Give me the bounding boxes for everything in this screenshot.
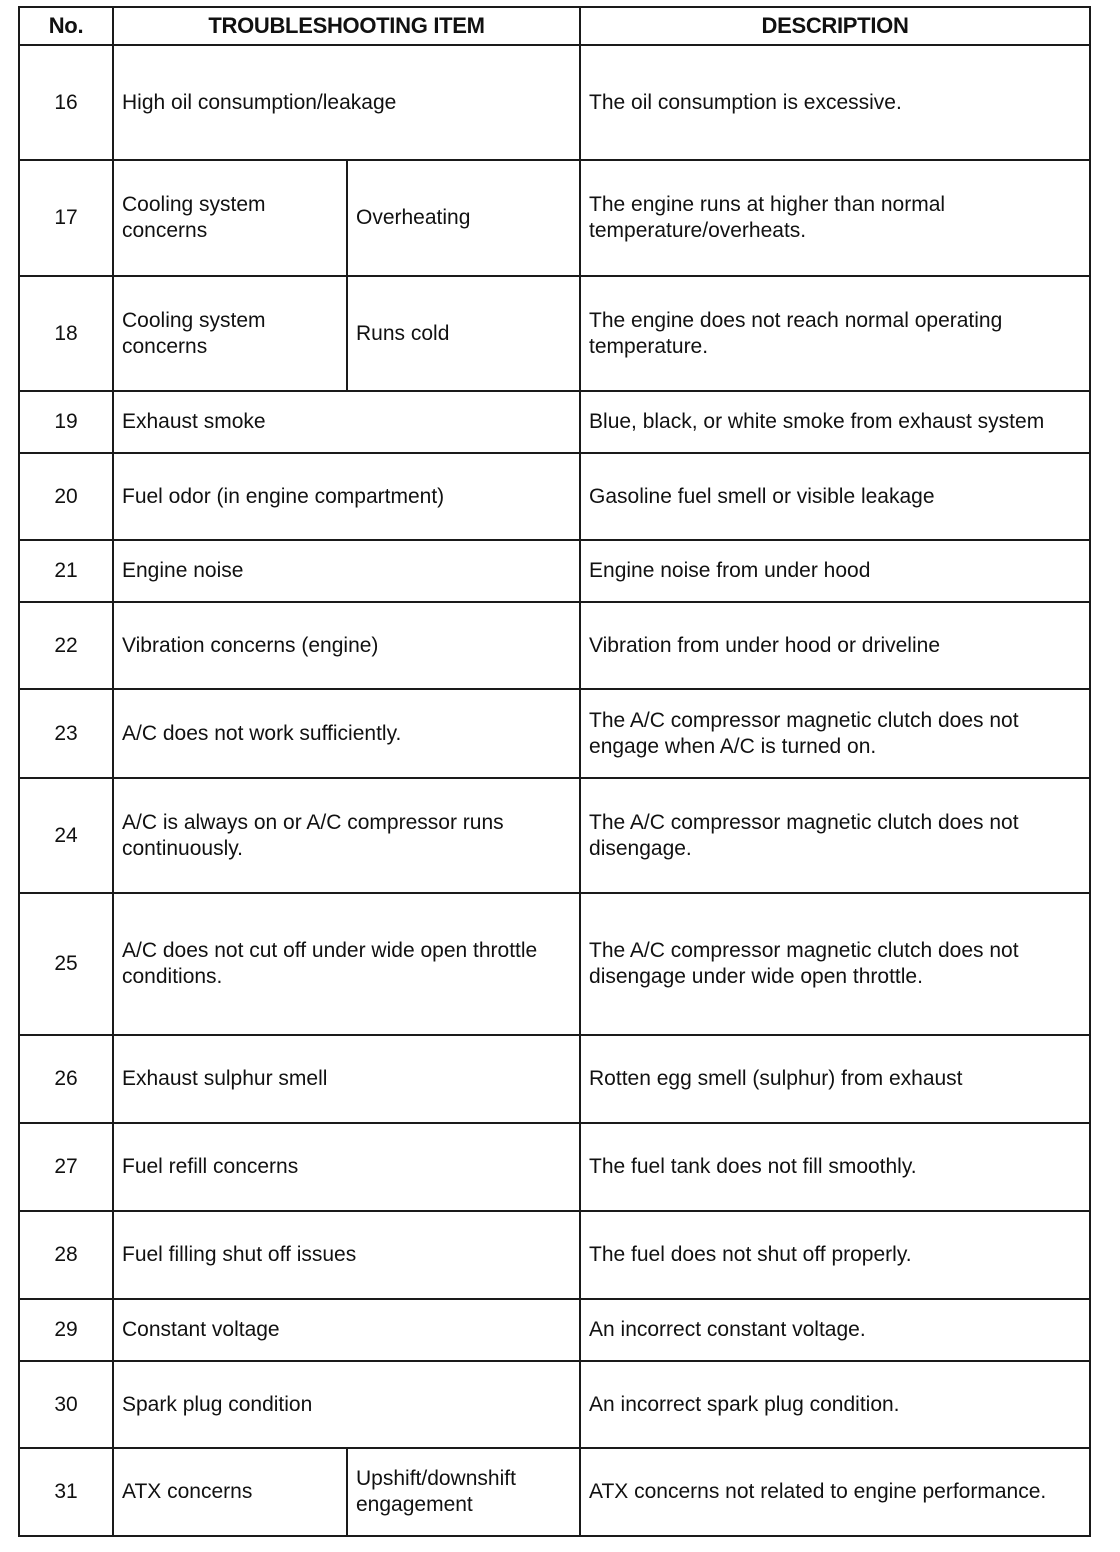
table-row [19, 1361, 1090, 1448]
troubleshooting-item: Cooling system concerns [113, 160, 347, 276]
troubleshooting-item: Constant voltage [113, 1299, 580, 1361]
header-description: DESCRIPTION [580, 7, 1090, 45]
header-no: No. [19, 7, 113, 45]
header-troubleshooting-item: TROUBLESHOOTING ITEM [113, 7, 580, 45]
table-row [19, 1211, 1090, 1299]
description: ATX concerns not related to engine performance. [580, 1448, 1090, 1536]
description: The fuel tank does not fill smoothly. [580, 1123, 1090, 1211]
description: Blue, black, or white smoke from exhaust system [580, 391, 1090, 453]
description: Gasoline fuel smell or visible leakage [580, 453, 1090, 540]
troubleshooting-item: Fuel odor (in engine compartment) [113, 453, 580, 540]
description: The A/C compressor magnetic clutch does not engage when A/C is turned on. [580, 689, 1090, 778]
description: Vibration from under hood or driveline [580, 602, 1090, 689]
troubleshooting-item: Exhaust smoke [113, 391, 580, 453]
row-number: 29 [19, 1299, 113, 1361]
description: The fuel does not shut off properly. [580, 1211, 1090, 1299]
troubleshooting-item: Spark plug condition [113, 1361, 580, 1448]
description: The A/C compressor magnetic clutch does not disengage. [580, 778, 1090, 893]
troubleshooting-item: Fuel refill concerns [113, 1123, 580, 1211]
troubleshooting-item: Fuel filling shut off issues [113, 1211, 580, 1299]
troubleshooting-table [18, 6, 1091, 1537]
row-number: 31 [19, 1448, 113, 1536]
row-number: 21 [19, 540, 113, 602]
row-number: 25 [19, 893, 113, 1035]
table-row [19, 893, 1090, 1035]
row-number: 27 [19, 1123, 113, 1211]
row-number: 30 [19, 1361, 113, 1448]
row-number: 16 [19, 45, 113, 160]
troubleshooting-item: Vibration concerns (engine) [113, 602, 580, 689]
description: The engine runs at higher than normal temperature/overheats. [580, 160, 1090, 276]
table-row [19, 602, 1090, 689]
row-number: 22 [19, 602, 113, 689]
row-number: 17 [19, 160, 113, 276]
table-row [19, 778, 1090, 893]
row-number: 26 [19, 1035, 113, 1123]
row-number: 18 [19, 276, 113, 391]
troubleshooting-subitem: Upshift/downshift engagement [347, 1448, 580, 1536]
troubleshooting-subitem: Runs cold [347, 276, 580, 391]
description: The A/C compressor magnetic clutch does not disengage under wide open throttle. [580, 893, 1090, 1035]
troubleshooting-item: A/C does not work sufficiently. [113, 689, 580, 778]
row-number: 19 [19, 391, 113, 453]
table-row [19, 1123, 1090, 1211]
description: Rotten egg smell (sulphur) from exhaust [580, 1035, 1090, 1123]
table-row [19, 1448, 1090, 1536]
description: The engine does not reach normal operating temperature. [580, 276, 1090, 391]
troubleshooting-item: Cooling system concerns [113, 276, 347, 391]
table-row [19, 160, 1090, 276]
row-number: 23 [19, 689, 113, 778]
troubleshooting-item: Engine noise [113, 540, 580, 602]
row-number: 28 [19, 1211, 113, 1299]
table-row [19, 689, 1090, 778]
description: Engine noise from under hood [580, 540, 1090, 602]
table-row [19, 391, 1090, 453]
troubleshooting-subitem: Overheating [347, 160, 580, 276]
row-number: 20 [19, 453, 113, 540]
row-number: 24 [19, 778, 113, 893]
description: An incorrect spark plug condition. [580, 1361, 1090, 1448]
troubleshooting-item: A/C does not cut off under wide open throttle conditions. [113, 893, 580, 1035]
table-row [19, 453, 1090, 540]
table-row [19, 276, 1090, 391]
description: An incorrect constant voltage. [580, 1299, 1090, 1361]
header-row [19, 7, 1090, 45]
troubleshooting-item: Exhaust sulphur smell [113, 1035, 580, 1123]
table-row [19, 540, 1090, 602]
table-row [19, 1035, 1090, 1123]
troubleshooting-item: ATX concerns [113, 1448, 347, 1536]
troubleshooting-item: A/C is always on or A/C compressor runs continuously. [113, 778, 580, 893]
table-row [19, 45, 1090, 160]
troubleshooting-item: High oil consumption/leakage [113, 45, 580, 160]
description: The oil consumption is excessive. [580, 45, 1090, 160]
table-row [19, 1299, 1090, 1361]
